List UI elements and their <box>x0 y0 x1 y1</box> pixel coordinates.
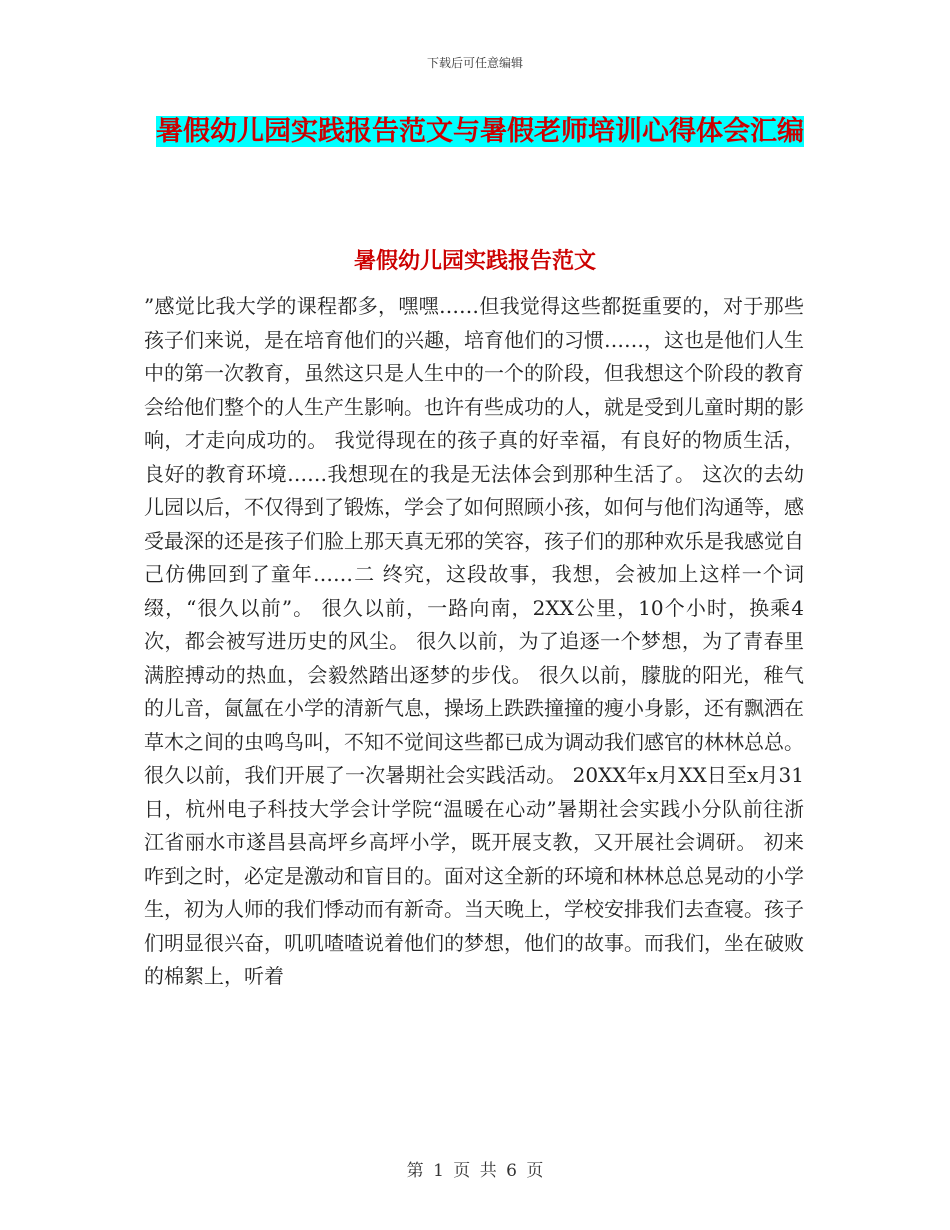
header-note: 下载后可任意编辑 <box>426 56 523 70</box>
body-paragraph: ”感觉比我大学的课程都多，嘿嘿……但我觉得这些都挺重要的，对于那些孩子们来说，是在培育他们的兴趣，培育他们的习惯……，这也是他们人生中的第一次教育，虽然这只是人生中的一个的阶段，但我想这个阶段的教育会给他们整个的人生产生影响。也许有些成功的人，就是受到儿童时期的影响，才走向成功的。 我觉得现在的孩子真的好幸福，有良好的物质生活，良好的教育环境……我想现在的我是无法体会到那种生活了。 这次的去幼儿园以后，不仅得到了锻炼，学会了如何照顾小孩，如何与他们沟通等，感受最深的还是孩子们脸上那天真无邪的笑容，孩子们的那种欢乐是我感觉自己仿佛回到了童年……二 终究，这段故事，我想，会被加上这样一个词缀，“很久以前”。 很久以前，一路向南，2XX公里，10个小时，换乘4次，都会被写进历史的风尘。 很久以前，为了追逐一个梦想，为了青春里满腔搏动的热血，会毅然踏出逐梦的步伐。 很久以前，朦胧的阳光，稚气的儿音，氤氲在小学的清新气息，操场上跌跌撞撞的瘦小身影，还有飘洒在草木之间的虫鸣鸟叫，不知不觉间这些都已成为调动我们感官的林林总总。 很久以前，我们开展了一次暑期社会实践活动。 20XX年x月XX日至x月31日，杭州电子科技大学会计学院“温暖在心动”暑期社会实践小分队前往浙江省丽水市遂昌县高坪乡高坪小学，既开展支教，又开展社会调研。 初来咋到之时，必定是激动和盲目的。面对这全新的环境和林林总总晃动的小学生，初为人师的我们悸动而有新奇。当天晚上，学校安排我们去查寝。孩子们明显很兴奋，叽叽喳喳说着他们的梦想，他们的故事。而我们，坐在破败的棉絮上，听着 <box>144 294 804 988</box>
document-title <box>140 108 820 156</box>
page-number: 第 1 页 共 6 页 <box>406 1161 544 1181</box>
document-title-text: 暑假幼儿园实践报告范文与暑假老师培训心得体会汇编 <box>156 116 804 147</box>
section-title: 暑假幼儿园实践报告范文 <box>353 248 596 274</box>
